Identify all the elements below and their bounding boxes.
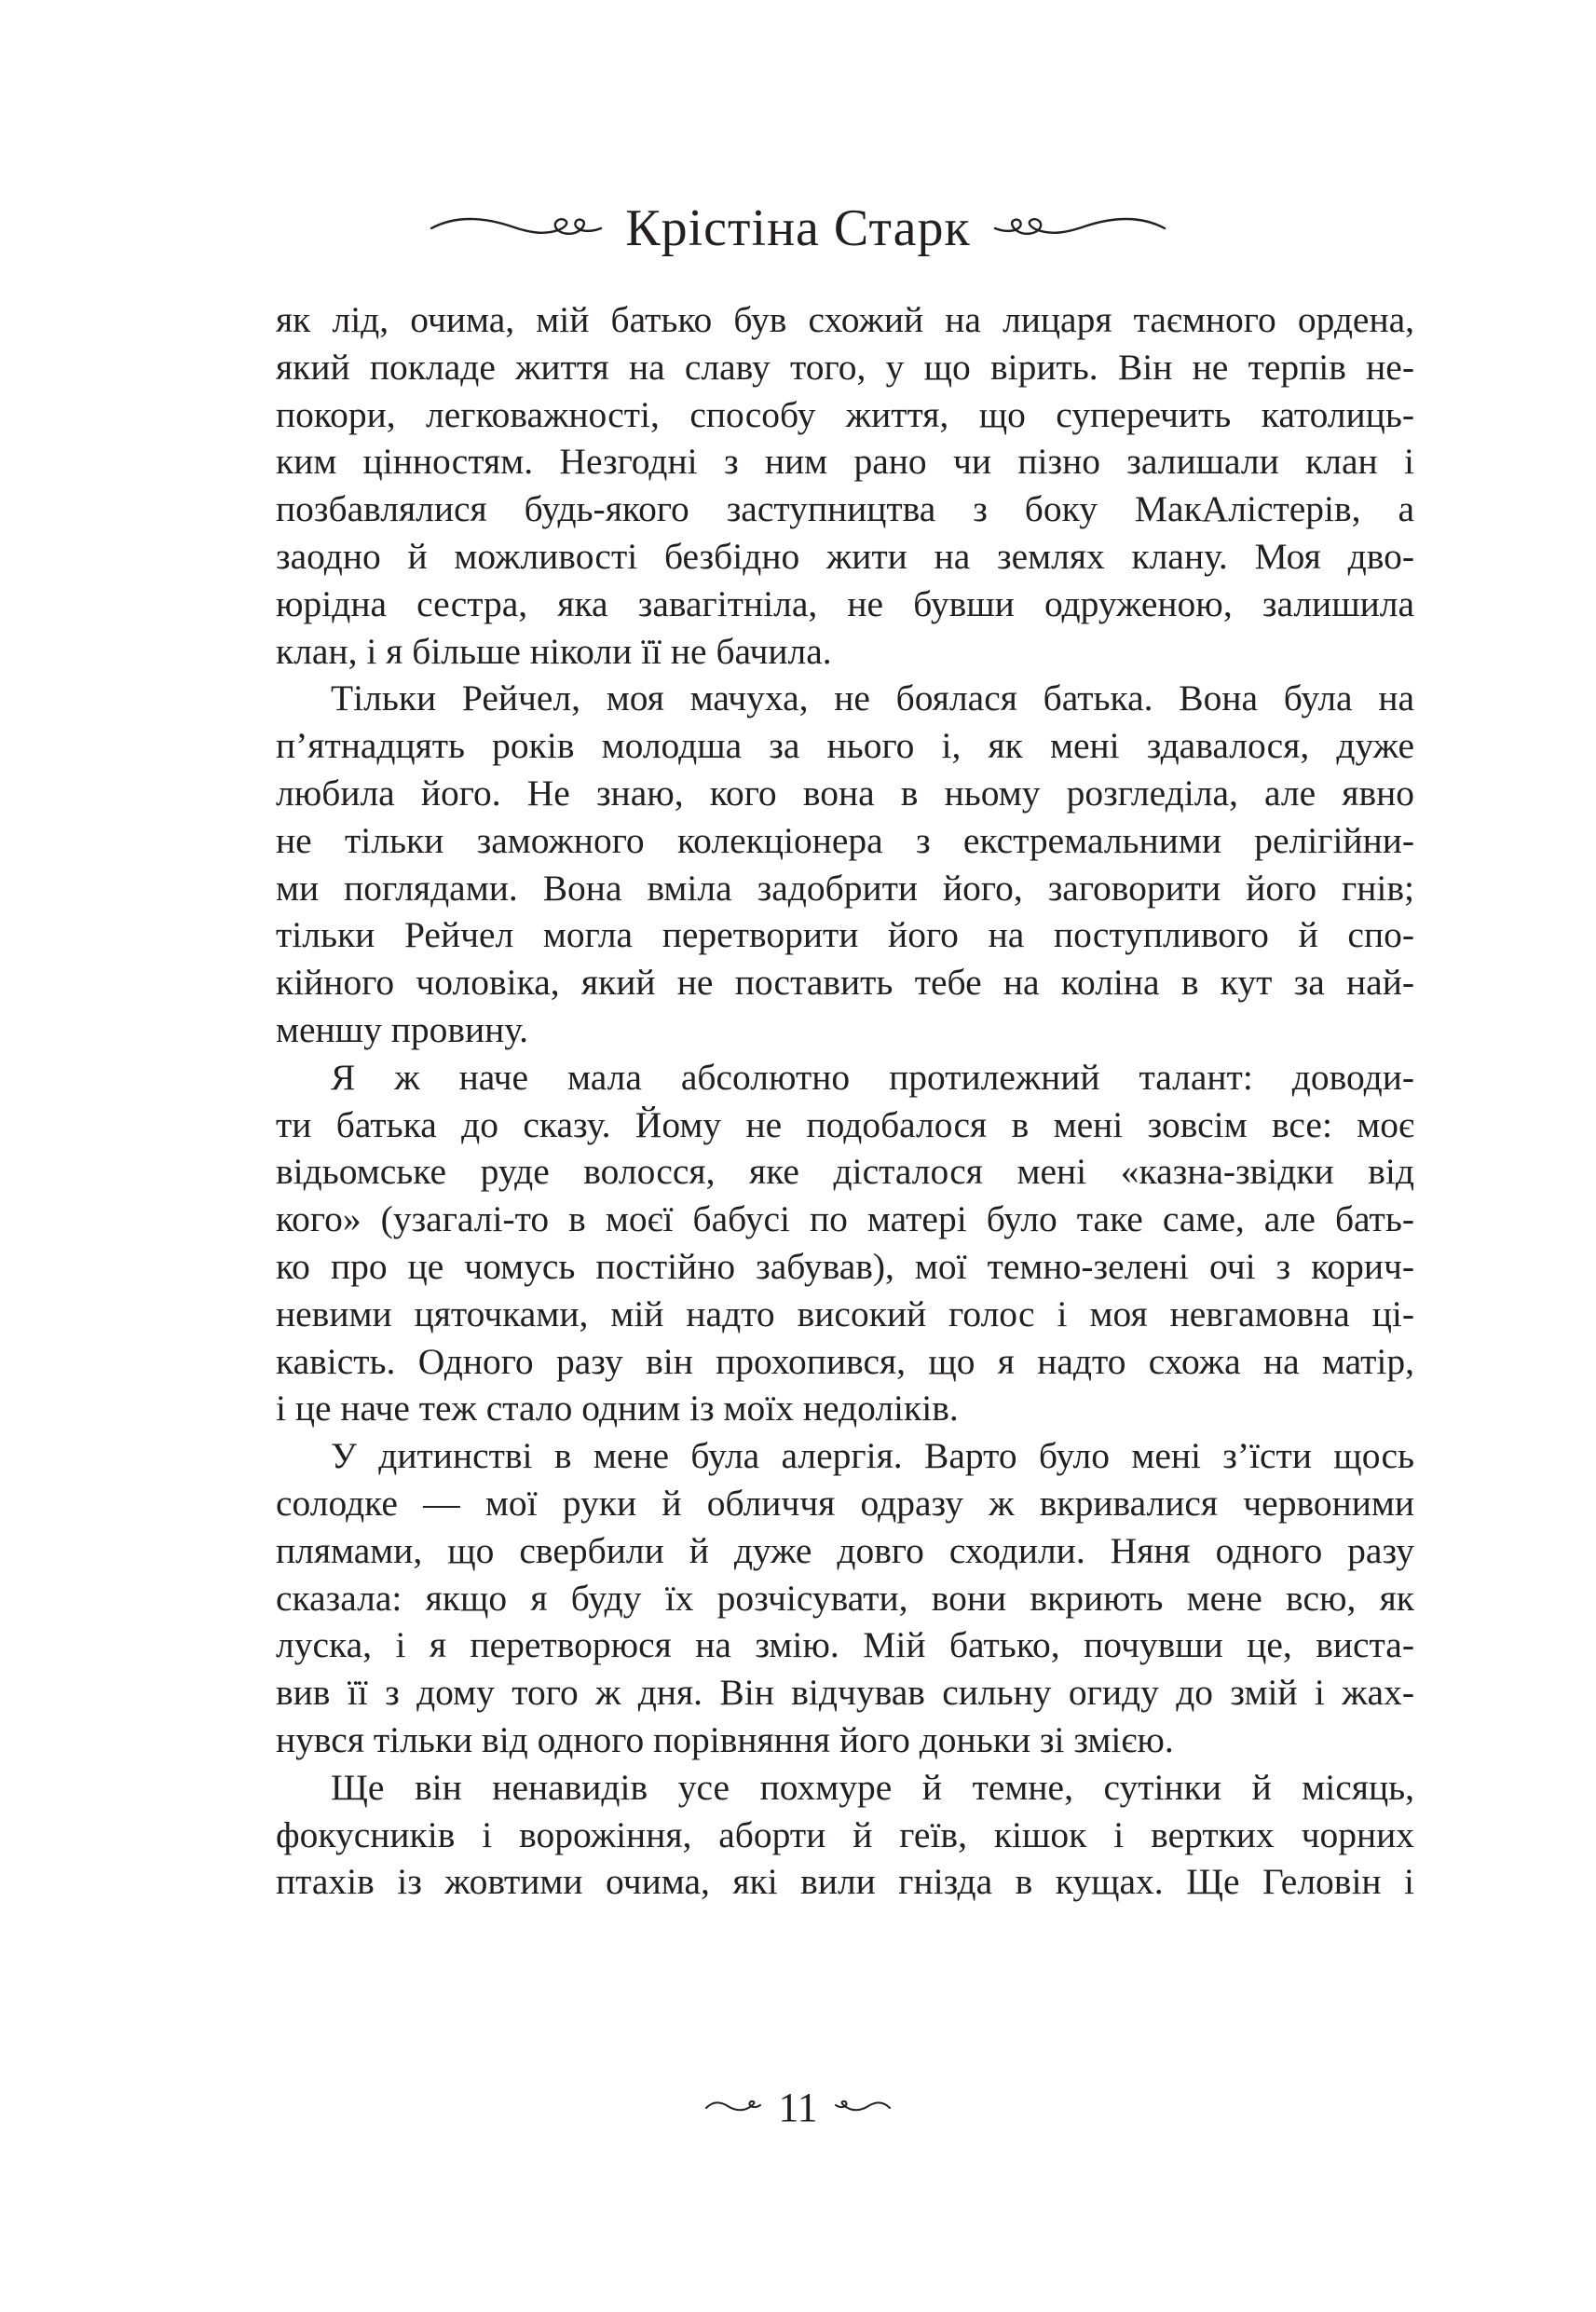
text-line: невими цяточками, мій надто високий голос і моя невгамовна ці- [276, 1293, 1414, 1334]
right-tilde-flourish-icon [833, 2096, 893, 2118]
text-line: любила його. Не знаю, кого вона в ньому розгледіла, але явно [276, 772, 1414, 814]
text-line: У дитинстві в мене була алергія. Варто було мені з’їсти щось [331, 1435, 1414, 1477]
left-tilde-flourish-icon [703, 2096, 763, 2118]
page-number: 11 [778, 2084, 818, 2130]
text-line: покори, легковажності, способу життя, що суперечить католиць- [276, 393, 1414, 435]
text-line: тільки Рейчел могла перетворити його на поступливого й спо- [276, 914, 1414, 956]
text-line: п’ятнадцять років молодша за нього і, як мені здавалося, дуже [276, 725, 1414, 767]
text-line: позбавлялися будь-якого заступництва з боку МакАлістерів, а [276, 488, 1414, 530]
text-line: кавість. Одного разу він прохопився, що я надто схожа на матір, [276, 1340, 1414, 1382]
text-line: кого» (узагалі-то в моєї бабусі по матері було таке саме, але бать- [276, 1198, 1414, 1240]
text-line: фокусників і ворожіння, аборти й геїв, кішок і вертких чорних [276, 1813, 1414, 1855]
text-line: кійного чоловіка, який не поставить тебе на коліна в кут за най- [276, 962, 1414, 1004]
text-line: ко про це чомусь постійно забував), мої темно-зелені очі з корич- [276, 1245, 1414, 1287]
text-line: який покладе життя на славу того, у що вірить. Він не терпів не- [276, 346, 1414, 388]
text-line: ким цінностям. Незгодні з ним рано чи пізно залишали клан і [276, 441, 1414, 483]
left-flourish-icon [428, 210, 605, 247]
text-line: ти батька до сказу. Йому не подобалося в мені зовсім все: моє [276, 1103, 1414, 1145]
right-flourish-icon [991, 210, 1168, 247]
text-line: меншу провину. [276, 1008, 528, 1050]
text-line: заодно й можливості безбідно жити на землях клану. Моя дво- [276, 535, 1414, 577]
text-line: і це наче теж стало одним із моїх недоліків. [276, 1388, 959, 1430]
text-line: плямами, що свербили й дуже довго сходили. Няня одного разу [276, 1529, 1414, 1571]
body-text [276, 296, 1414, 1906]
text-line: солодке — мої руки й обличчя одразу ж вкривалися червоними [276, 1482, 1414, 1524]
text-line: Тільки Рейчел, моя мачуха, не боялася батька. Вона була на [331, 677, 1414, 719]
text-line: юрідна сестра, яка завагітніла, не бувши одруженою, залишила [276, 582, 1414, 624]
text-line: птахів із жовтими очима, які вили гнізда в кущах. Ще Геловін і [276, 1861, 1414, 1903]
text-line: відьомське руде волосся, яке дісталося мені «казна-звідки від [276, 1151, 1414, 1193]
text-line: не тільки заможного колекціонера з екстремальними релігійни- [276, 819, 1414, 861]
text-line: ми поглядами. Вона вміла задобрити його, заговорити його гнів; [276, 867, 1414, 909]
page-footer [0, 2074, 1596, 2140]
text-line: як лід, очима, мій батько був схожий на лицаря таємного ордена, [276, 299, 1414, 340]
text-line: вив її з дому того ж дня. Він відчував сильну огиду до змій і жах- [276, 1672, 1414, 1714]
book-author-title: Крістіна Старк [625, 199, 971, 257]
text-line: луска, і я перетворюся на змію. Мій батько, почувши це, виста- [276, 1624, 1414, 1666]
running-header [0, 182, 1596, 275]
text-line: Я ж наче мала абсолютно протилежний талант: доводи- [331, 1056, 1414, 1098]
text-line: Ще він ненавидів усе похмуре й темне, сутінки й місяць, [331, 1766, 1414, 1808]
text-line: клан, і я більше ніколи її не бачила. [276, 630, 832, 672]
text-line: сказала: якщо я буду їх розчісувати, вони вкриють мене всю, як [276, 1577, 1414, 1619]
text-line: нувся тільки від одного порівняння його доньки зі змією. [276, 1718, 1174, 1760]
